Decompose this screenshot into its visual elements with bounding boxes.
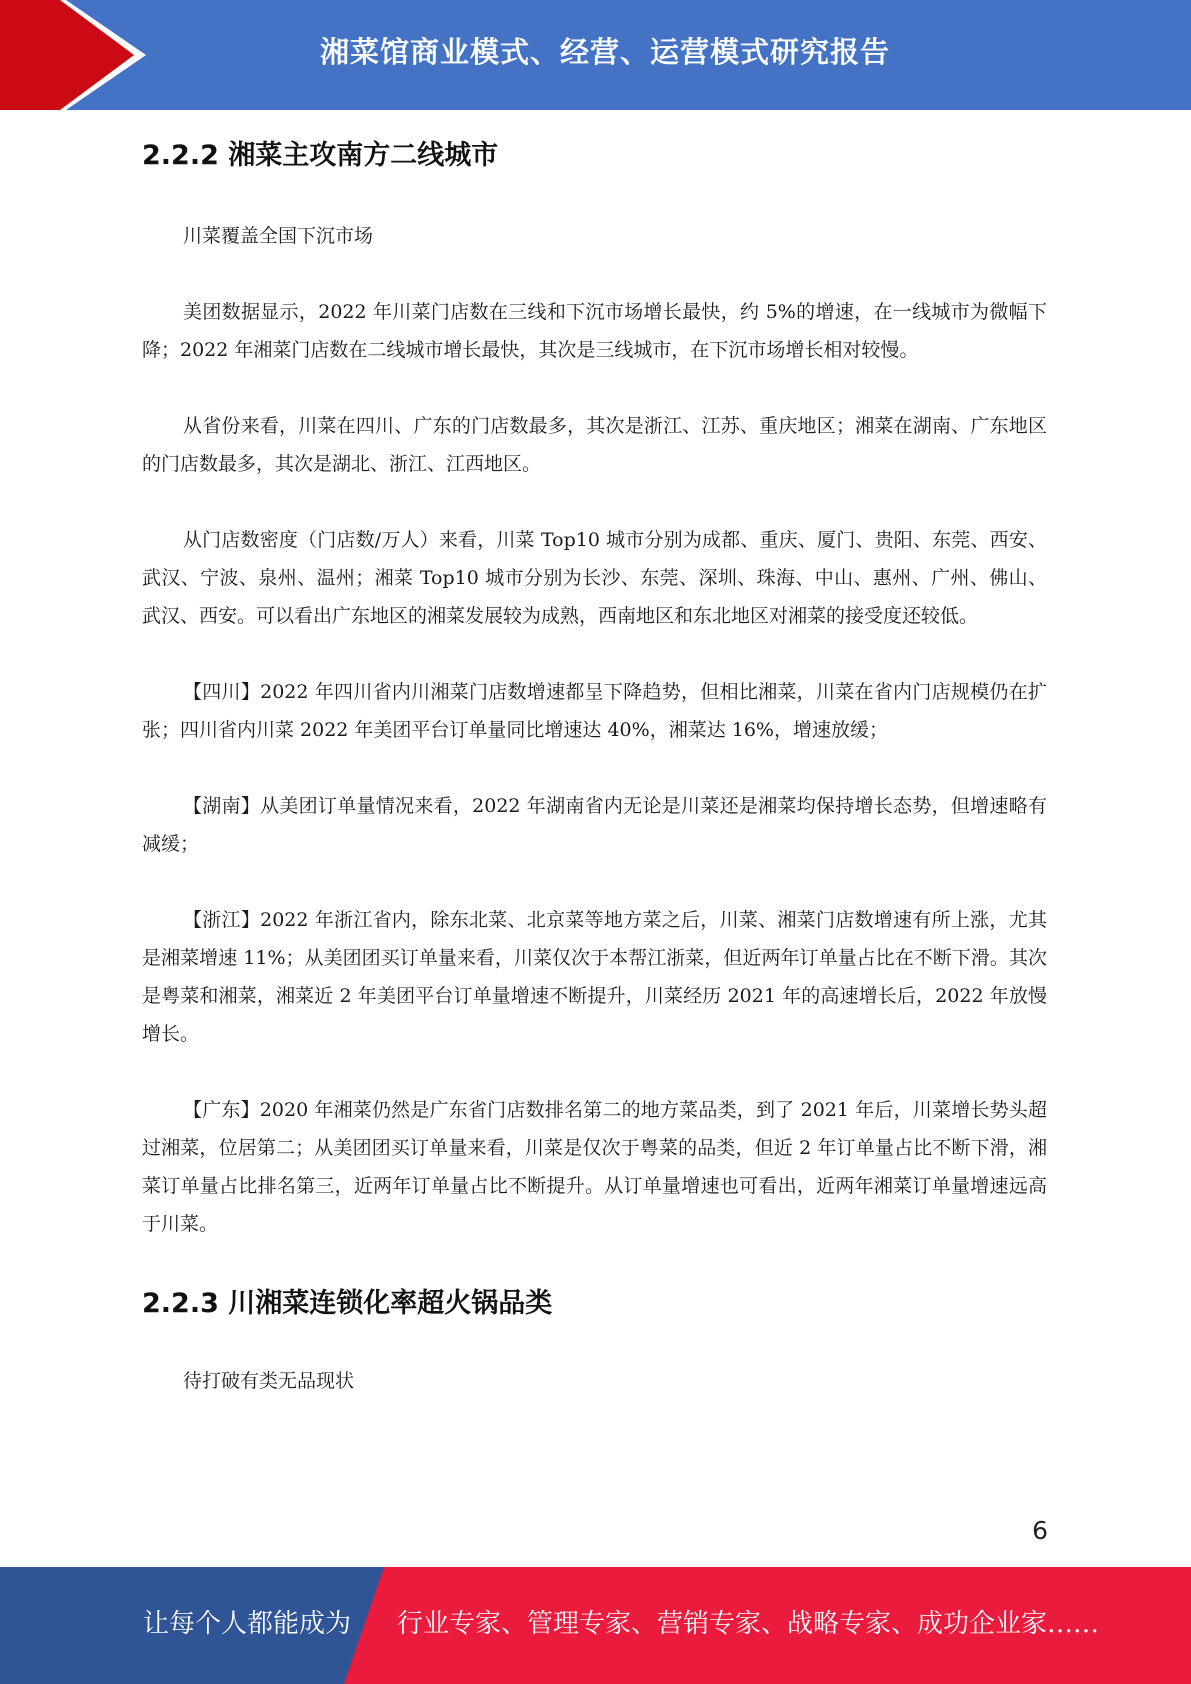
section-heading-2-2-2: 2.2.2 湘菜主攻南方二线城市 [142, 140, 499, 171]
paragraph: 美团数据显示，2022 年川菜门店数在三线和下沉市场增长最快，约 5%的增速，在一线城市为微幅下降；2022 年湘菜门店数在二线城市增长最快，其次是三线城市，在下沉市场增长相对较慢。 [142, 301, 1047, 361]
paragraph: 【四川】2022 年四川省内川湘菜门店数增速都呈下降趋势，但相比湘菜，川菜在省内门店规模仍在扩张；四川省内川菜 2022 年美团平台订单量同比增速达 40%，湘菜达 16%，增速放缓； [142, 681, 1047, 741]
paragraph: 【广东】2020 年湘菜仍然是广东省门店数排名第二的地方菜品类，到了 2021 年后，川菜增长势头超过湘菜，位居第二；从美团团买订单量来看，川菜是仅次于粤菜的品类，但近 2 年订单量占比不断下滑，湘菜订单量占比排名第三，近两年订单量占比不断提升。从订单量增速也可看出，近两年湘菜订单量增速远高于川菜。 [142, 1099, 1047, 1235]
paragraph: 待打破有类无品现状 [183, 1370, 355, 1392]
header-chevron-decoration [0, 0, 160, 110]
footer-slogan-right: 行业专家、管理专家、营销专家、战略专家、成功企业家…… [397, 1609, 1100, 1639]
paragraph: 【湖南】从美团订单量情况来看，2022 年湖南省内无论是川菜还是湘菜均保持增长态势，但增速略有减缓； [142, 795, 1047, 855]
section-heading-2-2-3: 2.2.3 川湘菜连锁化率超火锅品类 [142, 1288, 553, 1319]
page-number: 6 [1032, 1516, 1048, 1545]
document-body [142, 118, 1047, 1400]
footer-slogan-left: 让每个人都能成为 [143, 1609, 352, 1639]
page-footer [0, 1567, 1191, 1684]
header-title: 湘菜馆商业模式、经营、运营模式研究报告 [320, 35, 891, 69]
paragraph: 【浙江】2022 年浙江省内，除东北菜、北京菜等地方菜之后，川菜、湘菜门店数增速有所上涨，尤其是湘菜增速 11%；从美团团买订单量来看，川菜仅次于本帮江浙菜，但近两年订单量占比在不断下滑。其次是粤菜和湘菜，湘菜近 2 年美团平台订单量增速不断提升，川菜经历 2021 年的高速增长后，2022 年放慢增长。 [142, 909, 1047, 1045]
paragraph: 从门店数密度（门店数/万人）来看，川菜 Top10 城市分别为成都、重庆、厦门、贵阳、东莞、西安、武汉、宁波、泉州、温州；湘菜 Top10 城市分别为长沙、东莞、深圳、珠海、中山、惠州、广州、佛山、武汉、西安。可以看出广东地区的湘菜发展较为成熟，西南地区和东北地区对湘菜的接受度还较低。 [142, 529, 1047, 627]
paragraph: 从省份来看，川菜在四川、广东的门店数最多，其次是浙江、江苏、重庆地区；湘菜在湖南、广东地区的门店数最多，其次是湖北、浙江、江西地区。 [142, 415, 1047, 475]
paragraph: 川菜覆盖全国下沉市场 [183, 225, 374, 247]
page-header [0, 0, 1191, 110]
